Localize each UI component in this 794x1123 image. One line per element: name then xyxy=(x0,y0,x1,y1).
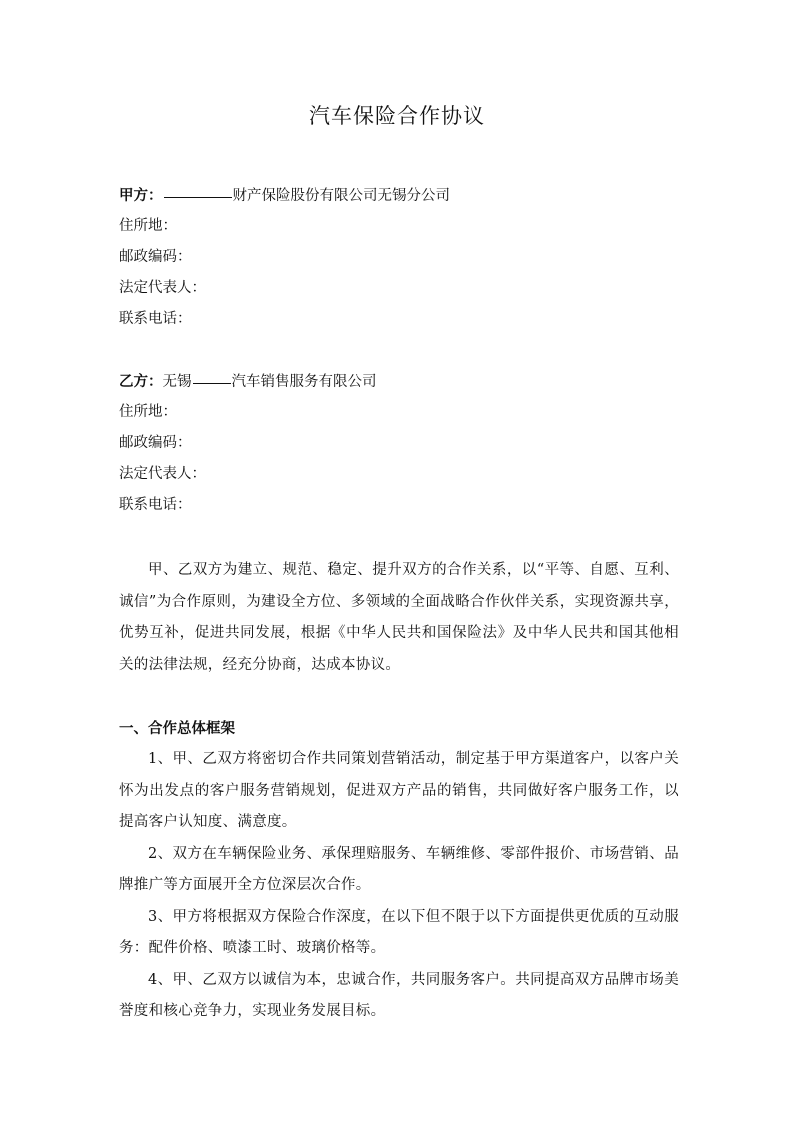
section-1 xyxy=(119,713,679,1028)
section-1-clause-4: 4、甲、乙双方以诚信为本，忠诚合作，共同服务客户。共同提高双方品牌市场美誉度和核心竞争力，实现业务发展目标。 xyxy=(119,971,679,1019)
party-a-blank xyxy=(164,197,232,198)
preamble-block xyxy=(119,555,679,681)
party-b-representative: 法定代表人： xyxy=(119,466,206,482)
party-a-postcode: 邮政编码： xyxy=(119,249,192,265)
party-a-name: 财产保险股份有限公司无锡分公司 xyxy=(232,188,450,204)
party-a-phone: 联系电话： xyxy=(119,311,192,327)
party-b-phone: 联系电话： xyxy=(119,497,192,513)
party-a-label: 甲方： xyxy=(119,187,163,204)
section-1-heading: 一、合作总体框架 xyxy=(119,720,235,737)
preamble-paragraph: 甲、乙双方为建立、规范、稳定、提升双方的合作关系，以“平等、自愿、互利、诚信”为合作原则，为建设全方位、多领域的全面战略合作伙伴关系，实现资源共享，优势互补，促进共同发展，根据《中华人民共和国保险法》及中华人民共和国其他相关的法律法规，经充分协商，达成本协议。 xyxy=(119,562,679,673)
party-b-name-prefix: 无锡 xyxy=(162,374,192,390)
party-a-block xyxy=(119,180,679,335)
party-b-name: 汽车销售服务有限公司 xyxy=(231,374,377,390)
party-b-blank xyxy=(193,383,231,384)
party-b-block xyxy=(119,366,679,521)
party-b-label: 乙方： xyxy=(119,373,163,390)
party-a-name-line xyxy=(119,180,679,211)
party-b-address: 住所地： xyxy=(119,404,177,420)
section-1-clause-2: 2、双方在车辆保险业务、承保理赔服务、车辆维修、零部件报价、市场营销、品牌推广等方面展开全方位深层次合作。 xyxy=(119,845,679,893)
document-title: 汽车保险合作协议 xyxy=(309,104,485,128)
party-a-address: 住所地： xyxy=(119,218,177,234)
party-b-postcode: 邮政编码： xyxy=(119,435,192,451)
section-1-clause-3: 3、甲方将根据双方保险合作深度，在以下但不限于以下方面提供更优质的互动服务：配件价格、喷漆工时、玻璃价格等。 xyxy=(119,908,679,956)
party-a-representative: 法定代表人： xyxy=(119,280,206,296)
party-b-name-line xyxy=(119,366,679,397)
section-1-clause-1: 1、甲、乙双方将密切合作共同策划营销活动，制定基于甲方渠道客户，以客户关怀为出发点的客户服务营销规划，促进双方产品的销售，共同做好客户服务工作，以提高客户认知度、满意度。 xyxy=(119,751,679,830)
